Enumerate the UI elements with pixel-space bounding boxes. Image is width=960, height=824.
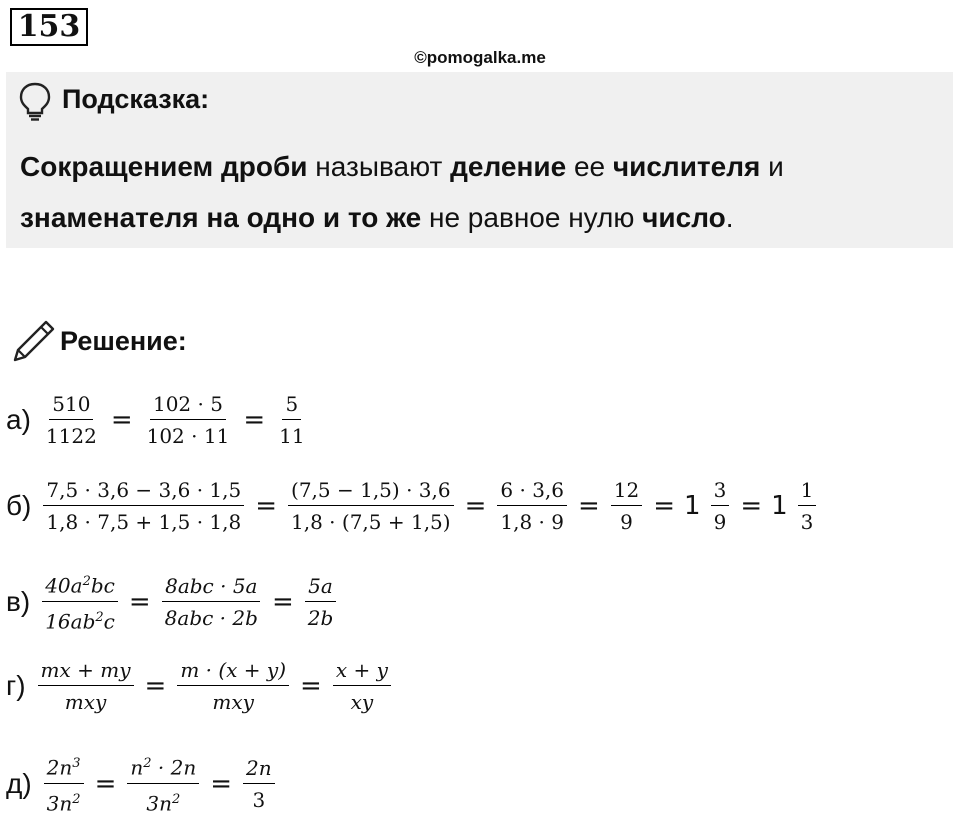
fraction: $\frac{(7,5 - 1,5) \cdot 3,6}{1,8 \cdot (7,5 + 1,5)}$	[288, 476, 454, 536]
hint-text-line-2: знаменателя на одно и то же не равное нулю число.	[20, 202, 734, 233]
fraction: $\frac{5}{11}$	[279, 392, 305, 448]
task-number: 153	[10, 8, 88, 46]
fraction: $\frac{\text{8abc · 5a}}{\text{8abc · 2b}}$	[162, 572, 261, 632]
row-label: б)	[6, 490, 32, 521]
row-label: д)	[6, 767, 32, 799]
fraction: $\frac{12}{9}$	[611, 476, 642, 536]
lightbulb-icon	[18, 81, 52, 121]
fraction: $\frac{102 \cdot 5}{102 \cdot 11}$	[146, 392, 230, 448]
fraction: $\frac{3}{9}$	[711, 476, 730, 536]
fraction: $\frac{2n^3}{3n^2}$	[44, 750, 84, 817]
fraction: $\frac{m \cdot (x + y)}{\text{mxy}}$	[177, 656, 289, 716]
hint-title: Подсказка:	[62, 84, 210, 114]
hint-text-line-1: Сокращением дроби называют деление ее числителя и	[20, 151, 784, 182]
fraction: $\frac{x + y}{xy}$	[333, 656, 391, 716]
row-label: в)	[6, 585, 31, 617]
fraction: $\frac{5a}{2b}$	[305, 572, 337, 632]
solution-row-b: б) $\frac{7,5 \cdot 3,6 - 3,6 \cdot 1,5}{1,8 \cdot 7,5 + 1,5 \cdot 1,8}$ = $\frac{(7,5 - 1,5) \cdot 3,6}{1,8 \cdot (7,5 + 1,5)}$ = $\frac{6 \cdot 3,6}{1,8 \cdot 9}$ = $\frac{12}{9}$ = 1 $\frac{3}{9}$ = 1 $\frac{1}{3}$	[6, 476, 818, 536]
pencil-icon	[10, 318, 56, 364]
watermark: ©pomogalka.me	[414, 48, 546, 67]
solution-row-v: в) $\frac{40a^2bc}{16ab^2c}$ = $\frac{\text{8abc · 5a}}{\text{8abc · 2b}}$ = $\frac{5a}{2b}$	[6, 568, 338, 635]
fraction: $\frac{2n}{3}$	[243, 754, 275, 814]
fraction: $\frac{n^2 \cdot 2n}{3n^2}$	[127, 750, 199, 817]
fraction: $\frac{7,5 \cdot 3,6 - 3,6 \cdot 1,5}{1,8 \cdot 7,5 + 1,5 \cdot 1,8}$	[43, 476, 244, 536]
fraction: $\frac{1}{3}$	[798, 476, 817, 536]
row-label: а)	[6, 404, 31, 435]
solution-title: Решение:	[60, 326, 187, 356]
whole-part: 1	[684, 491, 701, 521]
fraction: $\frac{510}{1122}$	[45, 392, 97, 448]
fraction: $\frac{mx + my}{\text{mxy}}$	[38, 656, 134, 716]
solution-row-a: а) $\frac{510}{1122}$ = $\frac{102 \cdot 5}{102 \cdot 11}$ = $\frac{5}{11}$	[6, 390, 310, 450]
row-label: г)	[6, 670, 26, 701]
solution-row-g: г) $\frac{mx + my}{\text{mxy}}$ = $\frac{m \cdot (x + y)}{\text{mxy}}$ = $\frac{x + y}{xy}$	[6, 656, 393, 716]
whole-part: 1	[771, 491, 788, 521]
solution-row-d: д) $\frac{2n^3}{3n^2}$ = $\frac{n^2 \cdot 2n}{3n^2}$ = $\frac{2n}{3}$	[6, 750, 277, 817]
fraction: $\frac{40a^2bc}{16ab^2c}$	[42, 568, 118, 635]
fraction: $\frac{6 \cdot 3,6}{1,8 \cdot 9}$	[497, 476, 567, 536]
